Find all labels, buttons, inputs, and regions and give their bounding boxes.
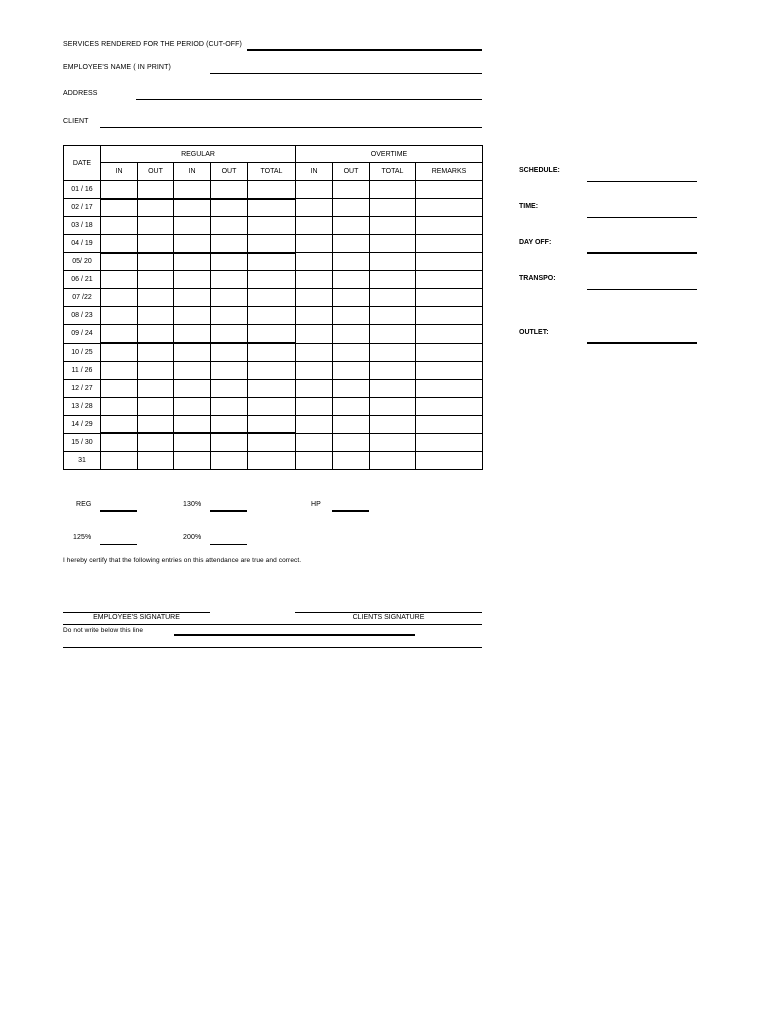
entry-cell[interactable] bbox=[296, 217, 333, 235]
reg-field[interactable] bbox=[100, 510, 137, 512]
client-label: CLIENT bbox=[63, 118, 89, 125]
entry-cell[interactable] bbox=[248, 181, 296, 199]
table-row bbox=[64, 361, 483, 379]
entry-cell[interactable] bbox=[101, 379, 138, 397]
date-cell: 13 / 28 bbox=[64, 397, 101, 415]
date-cell: 14 / 29 bbox=[64, 415, 101, 433]
entry-cell[interactable] bbox=[370, 325, 416, 343]
entry-cell[interactable] bbox=[370, 415, 416, 433]
entry-cell[interactable] bbox=[211, 433, 248, 451]
client-signature-line[interactable] bbox=[295, 612, 482, 613]
entry-cell[interactable] bbox=[138, 451, 174, 469]
sub-header: TOTAL bbox=[248, 163, 296, 181]
entry-cell[interactable] bbox=[211, 253, 248, 271]
entry-cell[interactable] bbox=[101, 451, 138, 469]
date-cell: 12 / 27 bbox=[64, 379, 101, 397]
sub-header: OUT bbox=[333, 163, 370, 181]
entry-cell[interactable] bbox=[248, 235, 296, 253]
p125-field[interactable] bbox=[100, 544, 137, 545]
employee-signature-label: EMPLOYEE'S SIGNATURE bbox=[93, 614, 180, 621]
entry-cell[interactable] bbox=[333, 253, 370, 271]
entry-cell[interactable] bbox=[211, 289, 248, 307]
entry-cell[interactable] bbox=[174, 307, 211, 325]
entry-cell[interactable] bbox=[138, 433, 174, 451]
entry-cell[interactable] bbox=[211, 379, 248, 397]
table-row bbox=[64, 253, 483, 271]
sub-header: IN bbox=[174, 163, 211, 181]
entry-cell[interactable] bbox=[101, 361, 138, 379]
period-field[interactable] bbox=[247, 49, 482, 51]
entry-cell[interactable] bbox=[101, 289, 138, 307]
client-signature-label: CLIENTS SIGNATURE bbox=[352, 614, 425, 621]
table-row bbox=[64, 451, 483, 469]
entry-cell[interactable] bbox=[370, 217, 416, 235]
entry-cell[interactable] bbox=[333, 289, 370, 307]
sub-header: OUT bbox=[138, 163, 174, 181]
date-cell: 01 / 16 bbox=[64, 181, 101, 199]
sub-header: TOTAL bbox=[370, 163, 416, 181]
regular-header: REGULAR bbox=[101, 146, 296, 163]
address-label: ADDRESS bbox=[63, 90, 98, 97]
entry-cell[interactable] bbox=[101, 217, 138, 235]
entry-cell[interactable] bbox=[101, 271, 138, 289]
entry-cell[interactable] bbox=[248, 397, 296, 415]
table-row bbox=[64, 235, 483, 253]
entry-cell[interactable] bbox=[370, 235, 416, 253]
transpo-label: TRANSPO: bbox=[519, 275, 556, 282]
entry-cell[interactable] bbox=[211, 217, 248, 235]
entry-cell[interactable] bbox=[101, 325, 138, 343]
entry-cell[interactable] bbox=[138, 217, 174, 235]
do-not-write-label: Do not write below this line bbox=[63, 627, 144, 634]
bottom-divider bbox=[63, 647, 482, 648]
table-row bbox=[64, 217, 483, 235]
entry-cell[interactable] bbox=[211, 451, 248, 469]
p200-field[interactable] bbox=[210, 544, 247, 545]
entry-cell[interactable] bbox=[333, 181, 370, 199]
certify-text: I hereby certify that the following entries on this attendance are true and correct. bbox=[63, 557, 302, 564]
entry-cell[interactable] bbox=[333, 415, 370, 433]
entry-cell[interactable] bbox=[248, 289, 296, 307]
date-cell: 08 / 23 bbox=[64, 307, 101, 325]
entry-cell[interactable] bbox=[248, 271, 296, 289]
p200-label: 200% bbox=[183, 534, 202, 541]
entry-cell[interactable] bbox=[248, 325, 296, 343]
entry-cell[interactable] bbox=[416, 199, 483, 217]
entry-cell[interactable] bbox=[138, 199, 174, 217]
signature-divider bbox=[63, 624, 482, 625]
entry-cell[interactable] bbox=[101, 199, 138, 217]
table-row bbox=[64, 307, 483, 325]
table-row bbox=[64, 199, 483, 217]
entry-cell[interactable] bbox=[248, 379, 296, 397]
entry-cell[interactable] bbox=[138, 325, 174, 343]
sub-header: REMARKS bbox=[416, 163, 483, 181]
entry-cell[interactable] bbox=[416, 271, 483, 289]
entry-cell[interactable] bbox=[211, 361, 248, 379]
schedule-label: SCHEDULE: bbox=[519, 167, 560, 174]
entry-cell[interactable] bbox=[370, 433, 416, 451]
entry-cell[interactable] bbox=[174, 181, 211, 199]
date-cell: 06 / 21 bbox=[64, 271, 101, 289]
entry-cell[interactable] bbox=[211, 235, 248, 253]
entry-cell[interactable] bbox=[138, 361, 174, 379]
entry-cell[interactable] bbox=[333, 433, 370, 451]
table-row bbox=[64, 271, 483, 289]
date-cell: 02 / 17 bbox=[64, 199, 101, 217]
entry-cell[interactable] bbox=[333, 235, 370, 253]
entry-cell[interactable] bbox=[296, 307, 333, 325]
entry-cell[interactable] bbox=[296, 361, 333, 379]
transpo-field[interactable] bbox=[587, 289, 697, 290]
entry-cell[interactable] bbox=[333, 199, 370, 217]
entry-cell[interactable] bbox=[416, 217, 483, 235]
date-cell: 05/ 20 bbox=[64, 253, 101, 271]
table-row bbox=[64, 379, 483, 397]
dayoff-label: DAY OFF: bbox=[519, 239, 552, 246]
address-field[interactable] bbox=[136, 99, 482, 100]
entry-cell[interactable] bbox=[333, 361, 370, 379]
entry-cell[interactable] bbox=[370, 271, 416, 289]
entry-cell[interactable] bbox=[416, 379, 483, 397]
entry-cell[interactable] bbox=[248, 343, 296, 361]
entry-cell[interactable] bbox=[370, 307, 416, 325]
schedule-field[interactable] bbox=[587, 181, 697, 182]
entry-cell[interactable] bbox=[248, 451, 296, 469]
table-row bbox=[64, 397, 483, 415]
entry-cell[interactable] bbox=[296, 433, 333, 451]
entry-cell[interactable] bbox=[370, 199, 416, 217]
entry-cell[interactable] bbox=[296, 325, 333, 343]
date-cell: 10 / 25 bbox=[64, 343, 101, 361]
entry-cell[interactable] bbox=[248, 415, 296, 433]
entry-cell[interactable] bbox=[101, 235, 138, 253]
table-row bbox=[64, 415, 483, 433]
entry-cell[interactable] bbox=[296, 253, 333, 271]
employee-signature-line[interactable] bbox=[63, 612, 210, 613]
entry-cell[interactable] bbox=[296, 235, 333, 253]
table-row bbox=[64, 289, 483, 307]
entry-cell[interactable] bbox=[416, 181, 483, 199]
hp-field[interactable] bbox=[332, 510, 369, 512]
entry-cell[interactable] bbox=[211, 181, 248, 199]
entry-cell[interactable] bbox=[333, 271, 370, 289]
entry-cell[interactable] bbox=[248, 253, 296, 271]
table-row bbox=[64, 433, 483, 451]
dayoff-field[interactable] bbox=[587, 252, 697, 254]
entry-cell[interactable] bbox=[211, 397, 248, 415]
entry-cell[interactable] bbox=[101, 343, 138, 361]
entry-cell[interactable] bbox=[138, 307, 174, 325]
entry-cell[interactable] bbox=[296, 397, 333, 415]
entry-cell[interactable] bbox=[174, 343, 211, 361]
entry-cell[interactable] bbox=[174, 433, 211, 451]
entry-cell[interactable] bbox=[211, 343, 248, 361]
entry-cell[interactable] bbox=[370, 289, 416, 307]
entry-cell[interactable] bbox=[296, 181, 333, 199]
reg-label: REG bbox=[76, 501, 92, 508]
entry-cell[interactable] bbox=[138, 343, 174, 361]
date-cell: 09 / 24 bbox=[64, 325, 101, 343]
entry-cell[interactable] bbox=[248, 361, 296, 379]
entry-cell[interactable] bbox=[333, 343, 370, 361]
entry-cell[interactable] bbox=[296, 379, 333, 397]
hp-label: HP bbox=[311, 501, 321, 508]
entry-cell[interactable] bbox=[370, 397, 416, 415]
entry-cell[interactable] bbox=[138, 289, 174, 307]
entry-cell[interactable] bbox=[174, 253, 211, 271]
entry-cell[interactable] bbox=[416, 361, 483, 379]
entry-cell[interactable] bbox=[174, 361, 211, 379]
table-row bbox=[64, 181, 483, 199]
entry-cell[interactable] bbox=[101, 415, 138, 433]
entry-cell[interactable] bbox=[138, 397, 174, 415]
entry-cell[interactable] bbox=[416, 415, 483, 433]
entry-cell[interactable] bbox=[174, 451, 211, 469]
entry-cell[interactable] bbox=[370, 253, 416, 271]
attendance-table bbox=[63, 145, 483, 470]
entry-cell[interactable] bbox=[174, 217, 211, 235]
entry-cell[interactable] bbox=[370, 451, 416, 469]
entry-cell[interactable] bbox=[138, 379, 174, 397]
date-cell: 07 /22 bbox=[64, 289, 101, 307]
entry-cell[interactable] bbox=[370, 379, 416, 397]
entry-cell[interactable] bbox=[296, 343, 333, 361]
period-label: SERVICES RENDERED FOR THE PERIOD (CUT-OFF) bbox=[63, 41, 242, 48]
entry-cell[interactable] bbox=[416, 307, 483, 325]
entry-cell[interactable] bbox=[174, 325, 211, 343]
entry-cell[interactable] bbox=[248, 307, 296, 325]
date-cell: 31 bbox=[64, 451, 101, 469]
entry-cell[interactable] bbox=[370, 343, 416, 361]
entry-cell[interactable] bbox=[416, 325, 483, 343]
entry-cell[interactable] bbox=[211, 199, 248, 217]
entry-cell[interactable] bbox=[416, 433, 483, 451]
entry-cell[interactable] bbox=[296, 451, 333, 469]
entry-cell[interactable] bbox=[416, 343, 483, 361]
outlet-label: OUTLET: bbox=[519, 329, 549, 336]
employee-name-field[interactable] bbox=[210, 73, 482, 74]
date-header: DATE bbox=[64, 146, 101, 181]
entry-cell[interactable] bbox=[138, 271, 174, 289]
outlet-field[interactable] bbox=[587, 342, 697, 344]
entry-cell[interactable] bbox=[296, 289, 333, 307]
entry-cell[interactable] bbox=[211, 325, 248, 343]
entry-cell[interactable] bbox=[174, 235, 211, 253]
entry-cell[interactable] bbox=[101, 181, 138, 199]
entry-cell[interactable] bbox=[101, 253, 138, 271]
entry-cell[interactable] bbox=[333, 451, 370, 469]
p130-label: 130% bbox=[183, 501, 202, 508]
entry-cell[interactable] bbox=[101, 307, 138, 325]
entry-cell[interactable] bbox=[333, 379, 370, 397]
entry-cell[interactable] bbox=[370, 361, 416, 379]
entry-cell[interactable] bbox=[333, 307, 370, 325]
client-field[interactable] bbox=[100, 127, 482, 128]
entry-cell[interactable] bbox=[101, 397, 138, 415]
date-cell: 11 / 26 bbox=[64, 361, 101, 379]
entry-cell[interactable] bbox=[296, 271, 333, 289]
entry-cell[interactable] bbox=[370, 181, 416, 199]
sub-header: OUT bbox=[211, 163, 248, 181]
overtime-header: OVERTIME bbox=[296, 146, 483, 163]
employee-name-label: EMPLOYEE'S NAME ( IN PRINT) bbox=[63, 64, 171, 71]
entry-cell[interactable] bbox=[174, 199, 211, 217]
p130-field[interactable] bbox=[210, 510, 247, 512]
p125-label: 125% bbox=[73, 534, 92, 541]
entry-cell[interactable] bbox=[101, 433, 138, 451]
entry-cell[interactable] bbox=[416, 289, 483, 307]
entry-cell[interactable] bbox=[174, 289, 211, 307]
entry-cell[interactable] bbox=[416, 397, 483, 415]
entry-cell[interactable] bbox=[174, 379, 211, 397]
entry-cell[interactable] bbox=[333, 397, 370, 415]
entry-cell[interactable] bbox=[416, 235, 483, 253]
time-label: TIME: bbox=[519, 203, 539, 210]
time-field[interactable] bbox=[587, 217, 697, 218]
entry-cell[interactable] bbox=[138, 181, 174, 199]
entry-cell[interactable] bbox=[211, 271, 248, 289]
date-cell: 04 / 19 bbox=[64, 235, 101, 253]
table-row bbox=[64, 325, 483, 343]
entry-cell[interactable] bbox=[416, 451, 483, 469]
entry-cell[interactable] bbox=[174, 271, 211, 289]
entry-cell[interactable] bbox=[248, 199, 296, 217]
entry-cell[interactable] bbox=[333, 325, 370, 343]
table-row bbox=[64, 343, 483, 361]
entry-cell[interactable] bbox=[248, 433, 296, 451]
do-not-write-line bbox=[174, 634, 415, 636]
entry-cell[interactable] bbox=[296, 199, 333, 217]
entry-cell[interactable] bbox=[211, 415, 248, 433]
date-cell: 15 / 30 bbox=[64, 433, 101, 451]
sub-header: IN bbox=[101, 163, 138, 181]
entry-cell[interactable] bbox=[248, 217, 296, 235]
entry-cell[interactable] bbox=[138, 415, 174, 433]
date-cell: 03 / 18 bbox=[64, 217, 101, 235]
entry-cell[interactable] bbox=[138, 253, 174, 271]
entry-cell[interactable] bbox=[174, 397, 211, 415]
sub-header: IN bbox=[296, 163, 333, 181]
entry-cell[interactable] bbox=[296, 415, 333, 433]
entry-cell[interactable] bbox=[138, 235, 174, 253]
entry-cell[interactable] bbox=[211, 307, 248, 325]
entry-cell[interactable] bbox=[416, 253, 483, 271]
entry-cell[interactable] bbox=[174, 415, 211, 433]
entry-cell[interactable] bbox=[333, 217, 370, 235]
